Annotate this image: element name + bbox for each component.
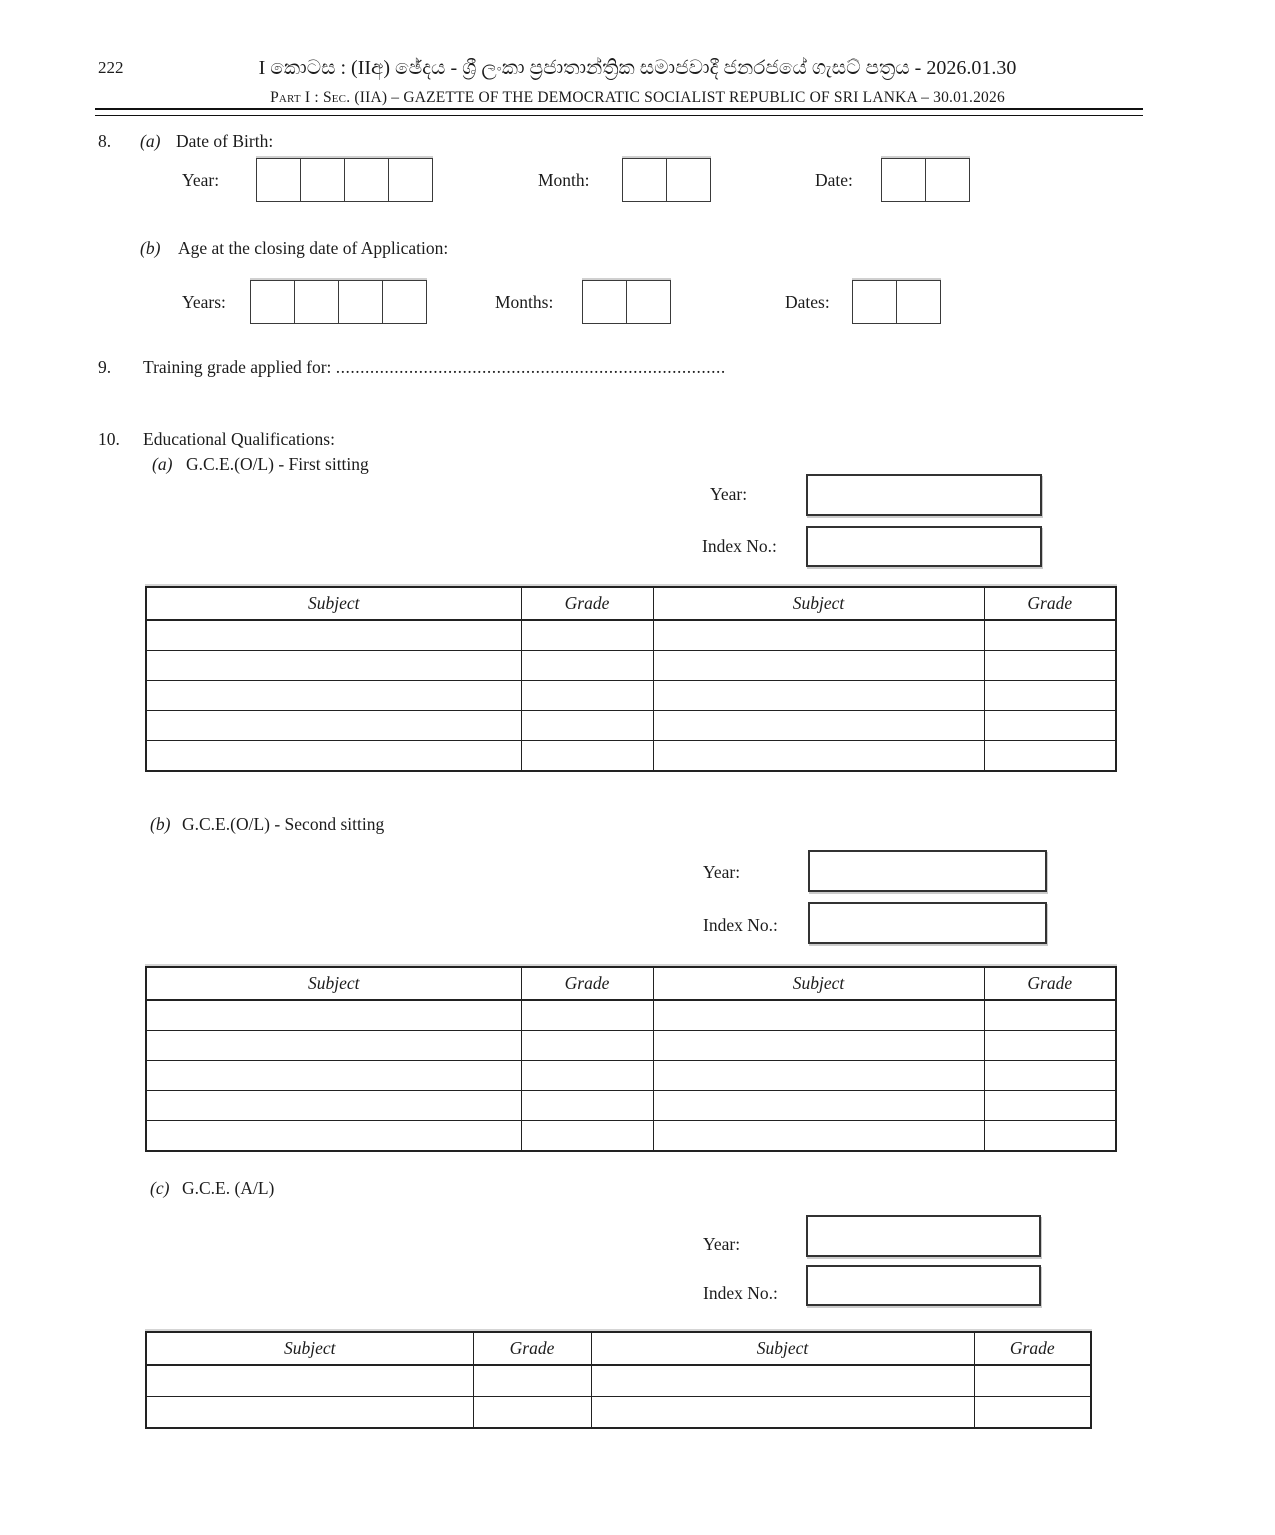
section-a-index-box xyxy=(806,526,1042,567)
subject-cell xyxy=(146,620,521,651)
grade-cell xyxy=(984,1000,1116,1031)
grade-cell xyxy=(521,620,653,651)
grade-cell xyxy=(521,1061,653,1091)
digit-cell xyxy=(882,159,926,201)
dob-month-label: Month: xyxy=(538,170,590,190)
subject-cell xyxy=(653,620,984,651)
subject-cell xyxy=(653,681,984,711)
empty-row xyxy=(146,1000,1116,1031)
section-a-index-label: Index No.: xyxy=(702,536,777,556)
digit-cell xyxy=(339,281,383,323)
grade-header: Grade xyxy=(521,967,653,1000)
grade-header: Grade xyxy=(521,587,653,620)
table-header-row xyxy=(146,1332,1091,1365)
digit-cell xyxy=(345,159,389,201)
ol-second-sitting-table xyxy=(145,966,1117,1152)
dob-date-cells xyxy=(881,158,970,202)
subject-cell xyxy=(146,711,521,741)
digit-cell xyxy=(926,159,969,201)
digit-cell xyxy=(257,159,301,201)
digit-cell xyxy=(383,281,426,323)
item10-title: Educational Qualifications: xyxy=(143,429,335,449)
subject-cell xyxy=(653,741,984,772)
item8-number: 8. xyxy=(98,131,112,151)
grade-cell xyxy=(521,1000,653,1031)
item9-text: Training grade applied for: xyxy=(143,357,332,377)
digit-cell xyxy=(583,281,627,323)
empty-row xyxy=(146,1397,1091,1429)
empty-row xyxy=(146,1365,1091,1397)
empty-row xyxy=(146,1031,1116,1061)
grade-cell xyxy=(984,651,1116,681)
digit-cell xyxy=(667,159,710,201)
dob-year-cells xyxy=(256,158,433,202)
section-b-title: G.C.E.(O/L) - Second sitting xyxy=(182,814,385,834)
subject-header: Subject xyxy=(653,967,984,1000)
digit-cell xyxy=(251,281,295,323)
subject-cell xyxy=(653,1031,984,1061)
section-b-index-box xyxy=(808,902,1047,944)
subject-cell xyxy=(653,1091,984,1121)
grade-cell xyxy=(473,1397,591,1429)
grade-cell xyxy=(521,651,653,681)
subject-header: Subject xyxy=(146,967,521,1000)
table-body xyxy=(146,1000,1116,1151)
empty-row xyxy=(146,711,1116,741)
subject-cell xyxy=(653,1121,984,1152)
grade-header: Grade xyxy=(984,587,1116,620)
age-dates-cells xyxy=(852,280,941,324)
grade-cell xyxy=(984,681,1116,711)
section-b-year-label: Year: xyxy=(703,862,741,882)
grade-cell xyxy=(984,1061,1116,1091)
grade-cell xyxy=(521,1031,653,1061)
table-header-row xyxy=(146,967,1116,1000)
grade-cell xyxy=(984,1031,1116,1061)
section-c-year-label: Year: xyxy=(703,1234,741,1254)
digit-cell xyxy=(627,281,670,323)
grade-header: Grade xyxy=(974,1332,1091,1365)
table-body xyxy=(146,1365,1091,1428)
subject-header: Subject xyxy=(146,587,521,620)
subject-cell xyxy=(653,1000,984,1031)
subject-cell xyxy=(653,651,984,681)
empty-row xyxy=(146,651,1116,681)
page-number: 222 xyxy=(98,58,124,77)
item9-number: 9. xyxy=(98,357,112,377)
digit-cell xyxy=(853,281,897,323)
digit-cell xyxy=(389,159,432,201)
section-a-year-box xyxy=(806,474,1042,516)
subject-cell xyxy=(146,1121,521,1152)
section-b-label: (b) xyxy=(150,814,171,834)
item8b-label: (b) xyxy=(140,238,161,258)
al-table xyxy=(145,1331,1092,1429)
subject-header: Subject xyxy=(146,1332,473,1365)
header-divider-rule xyxy=(95,108,1143,116)
section-c-title: G.C.E. (A/L) xyxy=(182,1178,275,1198)
header-title-english: Part I : Sec. (IIA) – GAZETTE OF THE DEMOCRATIC SOCIALIST REPUBLIC OF SRI LANKA – 30.01.2026 xyxy=(270,89,1005,106)
item8a-text: Date of Birth: xyxy=(176,131,274,151)
grade-cell xyxy=(984,620,1116,651)
empty-row xyxy=(146,620,1116,651)
age-months-cells xyxy=(582,280,671,324)
section-a-year-label: Year: xyxy=(710,484,748,504)
subject-cell xyxy=(653,1061,984,1091)
table-body xyxy=(146,620,1116,771)
grade-header: Grade xyxy=(984,967,1116,1000)
subject-cell xyxy=(146,1031,521,1061)
age-years-cells xyxy=(250,280,427,324)
age-years-label: Years: xyxy=(182,292,226,312)
empty-row xyxy=(146,1061,1116,1091)
empty-row xyxy=(146,1091,1116,1121)
grade-header: Grade xyxy=(473,1332,591,1365)
item10-number: 10. xyxy=(98,429,120,449)
digit-cell xyxy=(897,281,940,323)
subject-cell xyxy=(591,1397,974,1429)
section-a-label: (a) xyxy=(152,454,173,474)
table-header-row xyxy=(146,587,1116,620)
subject-cell xyxy=(146,741,521,772)
empty-row xyxy=(146,681,1116,711)
subject-cell xyxy=(146,1091,521,1121)
grade-cell xyxy=(974,1397,1091,1429)
grade-cell xyxy=(974,1365,1091,1397)
section-c-label: (c) xyxy=(150,1178,170,1198)
grade-cell xyxy=(984,1121,1116,1152)
item8a-label: (a) xyxy=(140,131,161,151)
grade-cell xyxy=(984,711,1116,741)
subject-cell xyxy=(591,1365,974,1397)
section-b-year-box xyxy=(808,850,1047,892)
subject-cell xyxy=(146,1397,473,1429)
item8b-text: Age at the closing date of Application: xyxy=(178,238,449,258)
subject-header: Subject xyxy=(653,587,984,620)
grade-cell xyxy=(521,1091,653,1121)
dob-date-label: Date: xyxy=(815,170,853,190)
item9-line xyxy=(143,357,726,377)
subject-header: Subject xyxy=(591,1332,974,1365)
subject-cell xyxy=(146,1061,521,1091)
grade-cell xyxy=(521,1121,653,1152)
empty-row xyxy=(146,1121,1116,1152)
grade-cell xyxy=(984,1091,1116,1121)
digit-cell xyxy=(301,159,345,201)
ol-first-sitting-table xyxy=(145,586,1117,772)
subject-cell xyxy=(146,681,521,711)
dob-year-label: Year: xyxy=(182,170,220,190)
item9-leader-dots: ................................................................................ xyxy=(335,357,726,377)
grade-cell xyxy=(521,681,653,711)
grade-cell xyxy=(521,711,653,741)
subject-cell xyxy=(653,711,984,741)
section-c-index-label: Index No.: xyxy=(703,1283,778,1303)
digit-cell xyxy=(623,159,667,201)
subject-cell xyxy=(146,1365,473,1397)
header-title-sinhala: I කොටස : (IIඅ) ඡේදය - ශ්‍රී ලංකා ප්‍රජාතාන්ත්‍රික සමාජවාදී ජනරජයේ ගැසට් පත්‍රය - 2026.01.30 xyxy=(258,57,1017,79)
section-a-title: G.C.E.(O/L) - First sitting xyxy=(186,454,369,474)
section-c-year-box xyxy=(806,1215,1041,1257)
grade-cell xyxy=(473,1365,591,1397)
age-months-label: Months: xyxy=(495,292,554,312)
empty-row xyxy=(146,741,1116,772)
age-dates-label: Dates: xyxy=(785,292,830,312)
subject-cell xyxy=(146,1000,521,1031)
grade-cell xyxy=(984,741,1116,772)
digit-cell xyxy=(295,281,339,323)
section-c-index-box xyxy=(806,1265,1041,1306)
dob-month-cells xyxy=(622,158,711,202)
subject-cell xyxy=(146,651,521,681)
section-b-index-label: Index No.: xyxy=(703,915,778,935)
grade-cell xyxy=(521,741,653,772)
